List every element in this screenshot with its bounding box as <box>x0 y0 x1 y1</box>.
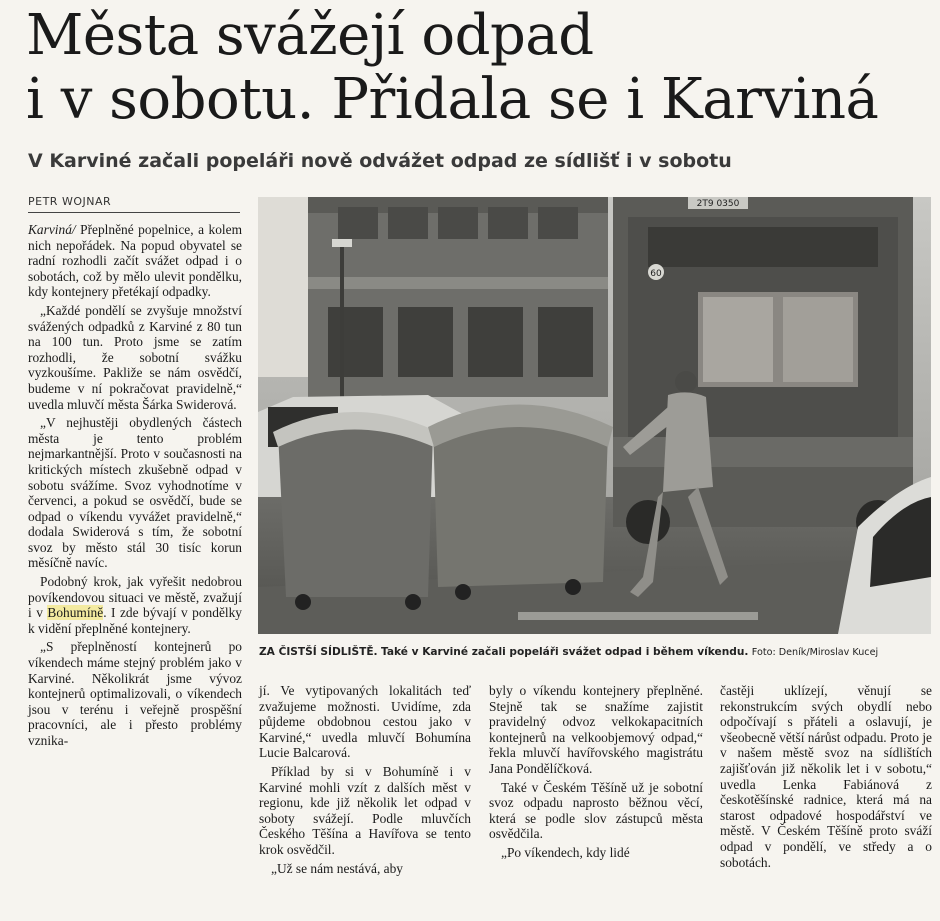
article-paragraph: „V nejhustěji obydlených částech města je tento problém nejmarkantnější. Proto v současnosti na kritických místech zkušebně odpad v sobotu svážíme. Svoz vyhodnotíme v červenci, a pokud se osvědčí, bude se odpad o víkendu vyvážet pravidelně,“ dodala Swiderová s tím, že sobotní svoz by město stál 30 tisíc korun měsíčně navíc. <box>28 415 242 571</box>
dateline: Karviná/ <box>28 222 76 237</box>
byline: PETR WOJNAR <box>28 195 112 208</box>
article-paragraph: „S přeplněností kontejnerů po víkendech máme stejný problém jako v Karviné. Několikrát jsme vývoz kontejnerů optimalizovali, o víkendech jsou v terénu i veřejně prospěšní pracovníci, ale i přesto problémy vznika- <box>28 639 242 748</box>
photo-garbage-truck-illustration <box>258 197 931 634</box>
article-column-4 <box>720 683 932 873</box>
highlighted-word: Bohumíně <box>47 605 104 621</box>
article-paragraph: Příklad by si v Bohumíně i v Karviné mohli vzít z dalších měst v regionu, kde již několik let odpad v soboty svážejí. Podle mluvčích Českého Těšína a Havířova se tento krok osvědčil. <box>259 763 471 857</box>
article-column-1 <box>28 222 242 752</box>
photo-credit: Foto: Deník/Miroslav Kucej <box>751 647 879 658</box>
headline <box>26 4 931 132</box>
article-paragraph: „Každé pondělí se zvyšuje množství svážených odpadků z Karviné z 80 tun na 100 tun. Proto jsme se zatím rozhodli, že sobotní svážku vyzkoušíme. Pakliže se nám osvědčí, budeme v ní pokračovat pravidelně,“ uvedla mluvčí města Šárka Swiderová. <box>28 302 242 412</box>
subheadline: V Karviné začali popeláři nově odvážet odpad ze sídlišť i v sobotu <box>28 150 732 172</box>
truck-number: 60 <box>650 269 662 279</box>
headline-line-1: Města svážejí odpad <box>26 3 594 68</box>
article-paragraph: byly o víkendu kontejnery přeplněné. Stejně tak se snažíme zajistit pravidelný odvoz velkokapacitních kontejnerů na velkoobjemový odpad,“ řekla mluvčí havířovského magistrátu Jana Pondělíčková. <box>489 683 703 776</box>
article-paragraph: Také v Českém Těšíně už je sobotní svoz odpadu naprosto běžnou věcí, která se podle slov zástupců města osvědčila. <box>489 779 703 842</box>
article-photo <box>258 197 931 634</box>
article-paragraph: Karviná/ Přeplněné popelnice, a kolem nich nepořádek. Na popud obyvatel se radní rozhodli začít svážet odpad i o sobotách, což by mělo ulevit pondělku, kdy kontejnery přetékají odpadky. <box>28 222 242 300</box>
article-paragraph: „Po víkendech, kdy lidé <box>501 844 630 860</box>
article-column-2 <box>259 683 471 879</box>
truck-license-plate: 2T9 0350 <box>696 199 740 209</box>
headline-line-2: i v sobotu. Přidala se i Karviná <box>26 67 879 132</box>
photo-caption <box>259 646 931 658</box>
article-paragraph: Podobný krok, jak vyřešit nedobrou povíkendovou situaci ve městě, zvažují i v Bohumíně. I zde bývají v pondělky k vidění přeplněné kontejnery. <box>28 574 242 636</box>
caption-text: Také v Karviné začali popeláři svážet odpad i během víkendu. <box>380 646 749 658</box>
article-paragraph: „Už se nám nestává, aby <box>271 860 403 876</box>
article-paragraph: častěji uklízejí, věnují se rekonstrukcím svých obydlí nebo odpočívají s přáteli a oslavují, je všeobecně větší nárůst odpadu. Proto je v našem městě svoz na sídlištích zajišťován již několik let i v sobotu,“ uvedla Lenka Fabiánová z českotěšínské radnice, která má na starost odpadové hospodářství ve městě. V Českém Těšíně proto sváží odpad v pondělí, ve středy a o sobotách. <box>720 683 932 870</box>
byline-rule <box>28 212 240 213</box>
article-paragraph: jí. Ve vytipovaných lokalitách teď zvažujeme možnosti. Uvidíme, zda půjdeme obdobnou cestou jako v Karviné,“ uvedla mluvčí Bohumína Lucie Balcarová. <box>259 683 471 761</box>
article-column-3 <box>489 683 703 864</box>
caption-title: ZA ČISTŠÍ SÍDLIŠTĚ. <box>259 646 378 658</box>
